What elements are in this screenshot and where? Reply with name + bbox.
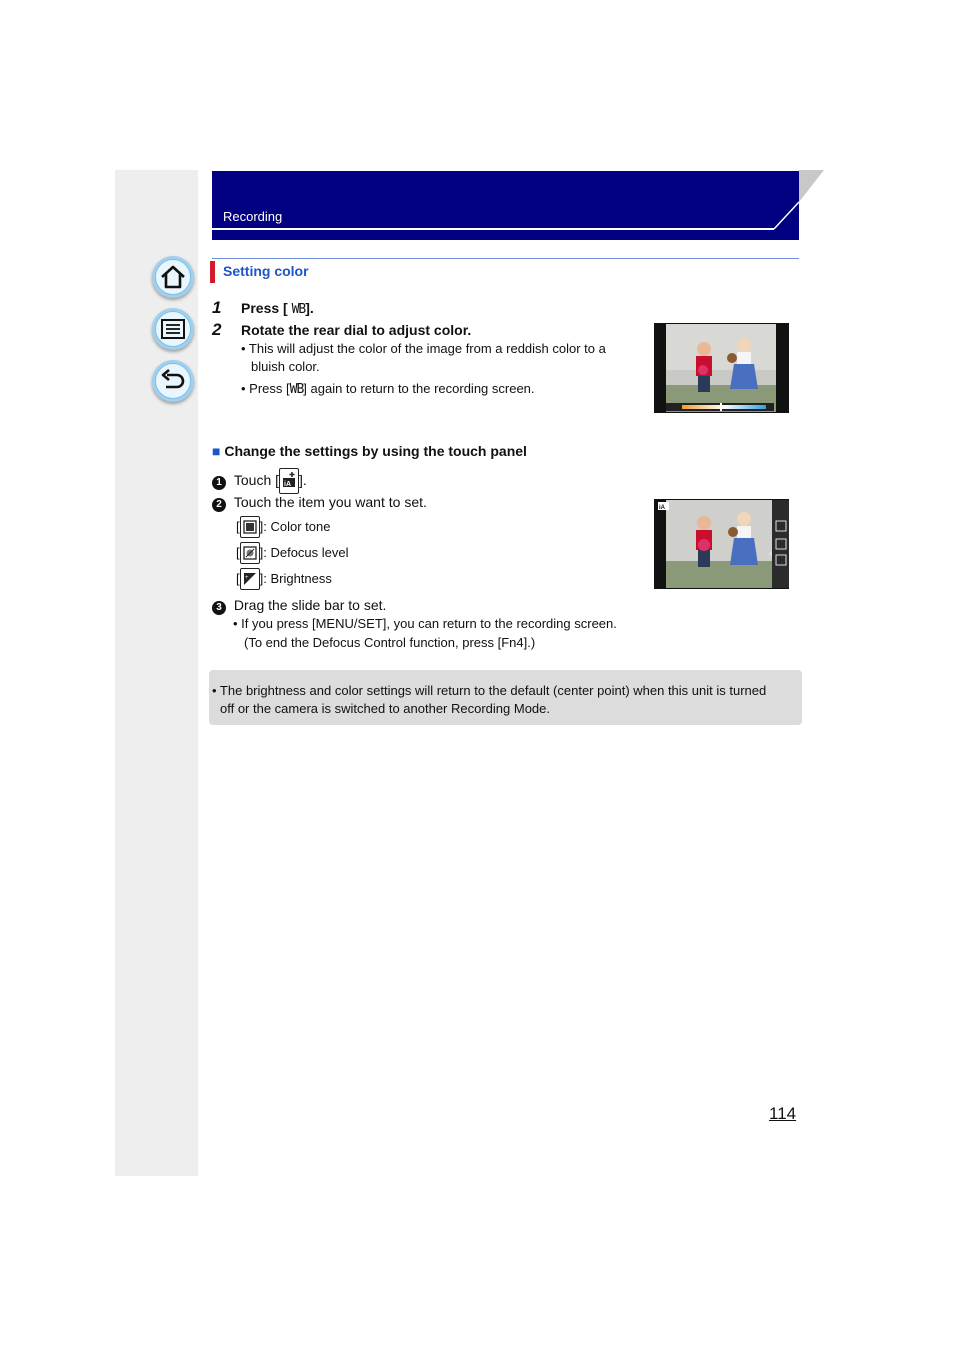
step-number: 2 <box>212 320 222 339</box>
children-photo-illustration <box>654 323 789 413</box>
step-2-bullet-1: • This will adjust the color of the image from a reddish color to a <box>241 341 606 356</box>
step-2-text: Rotate the rear dial to adjust color. <box>241 322 472 338</box>
step-1-post: ]. <box>305 300 314 316</box>
touch-bullet-cont: (To end the Defocus Control function, press [Fn4].) <box>244 635 536 650</box>
wb-button-label: WB <box>289 382 304 397</box>
option-color-tone <box>236 516 330 538</box>
touch-section-title: Change the settings by using the touch panel <box>224 443 527 459</box>
page-number: 114 <box>769 1104 797 1123</box>
option-defocus <box>236 542 349 564</box>
touch-section-heading <box>212 443 527 459</box>
home-icon <box>158 262 188 292</box>
camera-screen-touch-photo <box>654 499 789 589</box>
touch-item-2 <box>212 494 427 512</box>
back-button[interactable] <box>152 360 194 402</box>
circled-number: 1 <box>212 476 226 490</box>
step-1-text <box>241 300 314 317</box>
touch-item-1 <box>212 467 307 493</box>
defocus-icon[interactable] <box>240 542 260 564</box>
touch-bullet: • If you press [MENU/SET], you can return to the recording screen. <box>233 616 617 631</box>
header-band <box>212 171 799 240</box>
svg-text:iA: iA <box>284 481 292 488</box>
brightness-icon[interactable] <box>240 568 260 590</box>
option-label: ]: Color tone <box>259 519 331 534</box>
camera-screen-wb-photo <box>654 323 789 413</box>
intelligent-auto-plus-icon[interactable] <box>279 468 299 494</box>
section-title: Setting color <box>223 263 309 279</box>
bracket: [ <box>236 571 240 586</box>
touch-item-1-pre: Touch [ <box>233 472 280 488</box>
section-rule <box>212 258 799 259</box>
svg-text:iA: iA <box>659 505 665 511</box>
touch-item-2-text: Touch the item you want to set. <box>233 494 427 510</box>
square-bullet-icon: ■ <box>212 443 221 459</box>
touch-item-3 <box>212 597 386 615</box>
step-2-bullet-1-cont: bluish color. <box>251 359 320 374</box>
wb-button-label: WB <box>291 302 306 317</box>
circled-number: 3 <box>212 601 226 615</box>
note-line-2: off or the camera is switched to another Recording Mode. <box>220 701 550 716</box>
home-button[interactable] <box>152 256 194 298</box>
children-photo-touch-illustration <box>654 499 789 589</box>
contents-button[interactable] <box>152 308 194 350</box>
circled-number: 2 <box>212 498 226 512</box>
touch-item-3-text: Drag the slide bar to set. <box>233 597 387 613</box>
bracket: [ <box>236 545 240 560</box>
option-brightness <box>236 568 332 590</box>
header-rule <box>212 228 774 230</box>
header-corner-decoration <box>770 170 824 230</box>
step-1-pre: Press [ <box>241 300 292 316</box>
step-number: 1 <box>212 298 222 317</box>
back-arrow-icon <box>158 366 188 396</box>
option-label: ]: Brightness <box>259 571 332 586</box>
svg-text:+: + <box>244 575 249 581</box>
note-line-1: • The brightness and color settings will return to the default (center point) when this unit is turned <box>212 683 767 698</box>
touch-item-1-post: ]. <box>299 472 307 488</box>
list-icon <box>158 314 188 344</box>
section-marker <box>210 261 215 283</box>
color-tone-icon[interactable] <box>240 516 260 538</box>
header-title: Recording <box>223 209 283 224</box>
step-2-bullet-2 <box>241 380 535 399</box>
option-label: ]: Defocus level <box>259 545 349 560</box>
bullet-post: ] again to return to the recording screen. <box>303 381 535 396</box>
bullet-pre: • Press [ <box>241 381 290 396</box>
bracket: [ <box>236 519 240 534</box>
